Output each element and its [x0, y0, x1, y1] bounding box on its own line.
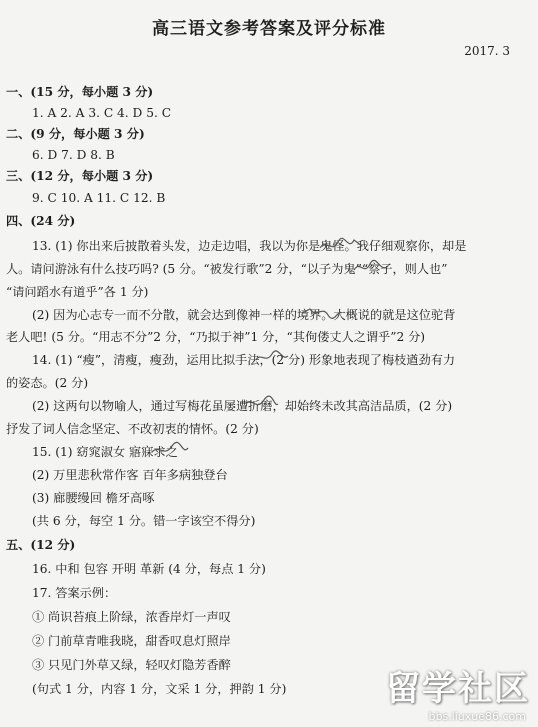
- answer-line: ② 门前草青唯我晓，甜香叹息灯照岸: [32, 634, 231, 648]
- section-heading-2: 二、(9 分，每小题 3 分): [6, 127, 145, 141]
- answer-line: (2) 这两句以物喻人，通过写梅花虽屡遭折磨，却始终未改其高洁品质，(2 分): [32, 399, 453, 413]
- answer-line: 老人吧! (5 分。“用志不分”2 分，“乃拟于神”1 分，“其佝偻丈人之谓乎”2 分): [6, 330, 426, 344]
- page-title: 高三语文参考答案及评分标准: [152, 19, 386, 39]
- answer-line: ③ 只见门外草又绿，轻叹灯隐芳香醉: [32, 658, 231, 672]
- watermark-url: bbs.liuxue86.com: [428, 710, 526, 723]
- answer-line: 人。请问游泳有什么技巧吗? (5 分。“被发行歌”2 分，“以子为鬼”“察子，则人也”: [6, 262, 448, 276]
- answer-line: 16. 中和 包容 开明 革新 (4 分，每点 1 分): [32, 562, 266, 576]
- section-heading-3: 三、(12 分，每小题 3 分): [6, 169, 154, 183]
- answer-line: “请问蹈水有道乎”各 1 分): [6, 285, 149, 299]
- answer-line: 15. (1) 窈窕淑女 寤寐求之: [32, 445, 178, 459]
- handwritten-scribble: [300, 303, 344, 323]
- answer-line: (2) 因为心志专一而不分散，就会达到像神一样的境界。大概说的就是这位驼背: [32, 308, 456, 322]
- answer-line: 13. (1) 你出来后披散着头发，边走边唱，我以为你是鬼怪。我仔细观察你，却是: [32, 239, 467, 253]
- answer-line: 抒发了词人信念坚定、不改初衷的情怀。(2 分): [6, 422, 259, 436]
- answer-line: (3) 廊腰缦回 檐牙高啄: [32, 491, 155, 505]
- answer-line: 1. A 2. A 3. C 4. D 5. C: [32, 106, 172, 120]
- handwritten-scribble: [254, 348, 290, 368]
- handwritten-scribble: [318, 234, 366, 256]
- answer-line: 9. C 10. A 11. C 12. B: [32, 191, 166, 205]
- handwritten-scribble: [352, 258, 392, 278]
- answer-line: (2) 万里悲秋常作客 百年多病独登台: [32, 468, 228, 482]
- section-heading-4: 四、(24 分): [6, 214, 76, 228]
- answer-line: (句式 1 分，内容 1 分，文采 1 分，押韵 1 分): [32, 682, 287, 696]
- handwritten-scribble: [150, 440, 190, 460]
- answer-line: 6. D 7. D 8. B: [32, 148, 115, 162]
- exam-date: 2017. 3: [464, 44, 510, 58]
- section-heading-5: 五、(12 分): [6, 538, 76, 552]
- answer-line: 17. 答案示例：: [32, 586, 117, 600]
- handwritten-scribble: [244, 394, 280, 414]
- watermark-logo: 留学社区: [386, 669, 530, 709]
- answer-line: 的姿态。(2 分): [6, 376, 89, 390]
- answer-line: ① 尚识苔痕上阶绿，浓香岸灯一声叹: [32, 610, 231, 624]
- site-watermark: [360, 661, 530, 723]
- section-heading-1: 一、(15 分，每小题 3 分): [6, 85, 154, 99]
- answer-line: 14. (1) “瘦”，清瘦，瘦劲，运用比拟手法，(2 分) 形象地表现了梅枝遒劲有力: [32, 353, 456, 367]
- answer-line: (共 6 分，每空 1 分。错一字该空不得分): [32, 514, 256, 528]
